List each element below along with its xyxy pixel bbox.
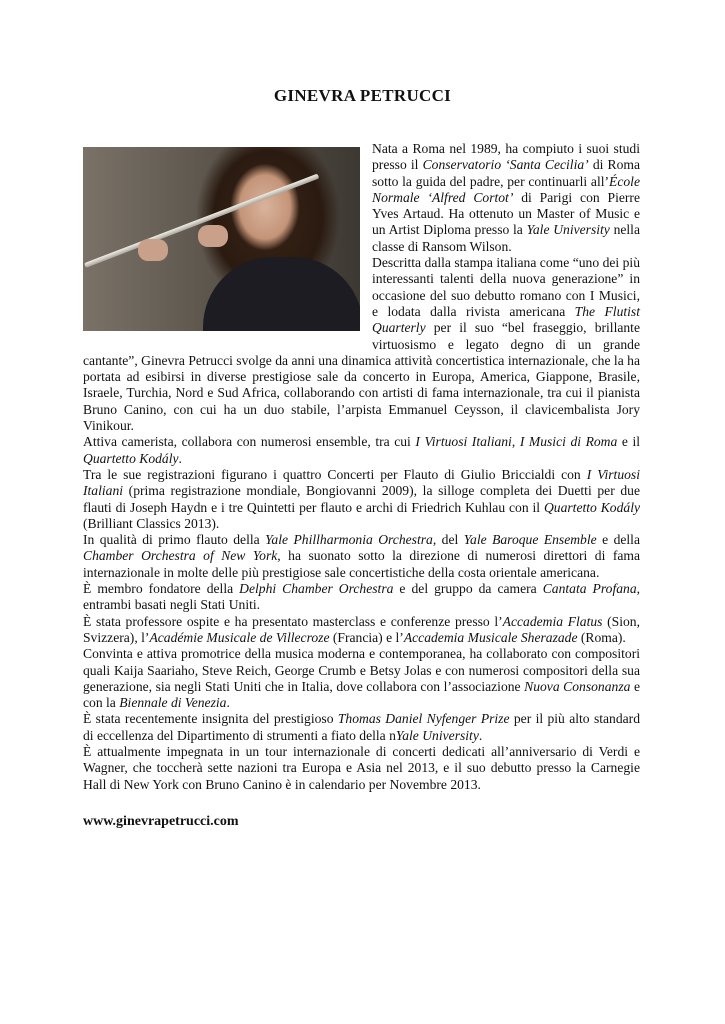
text-run: e della [596, 532, 640, 548]
italic-run: Biennale di Venezia [119, 695, 227, 711]
text-run: (Roma). [577, 629, 626, 645]
text-run: . [178, 450, 182, 466]
italic-run: Yale University [395, 727, 479, 743]
text-run: Descritta dalla stampa italiana come “uno dei più interessanti talenti della nuova generazione” in occasione del suo debutto romano con I Musici, e lodata dalla rivista americana [372, 255, 640, 319]
text-run: e del gruppo da camera [393, 581, 543, 597]
text-run: È attualmente impegnata in un tour internazionale di concerti dedicati all’anniversario di Verdi e Wagner, che toccherà sette nazioni tra Europa e Asia nel 2013, e il suo debutto presso la Carnegie Hall di New York con Bruno Canino è in calendario per Novembre 2013. [83, 743, 640, 792]
page-title: GINEVRA PETRUCCI [273, 86, 452, 105]
text-run: . [478, 727, 483, 743]
bio-paragraph [83, 581, 640, 614]
photo-spacer [83, 141, 372, 337]
website-link[interactable]: www.ginevrapetrucci.com [83, 814, 239, 829]
bio-paragraph [83, 532, 640, 581]
italic-run: Delphi Chamber Orchestra [239, 581, 394, 597]
italic-run: I Musici di Roma [519, 434, 618, 450]
bio-paragraph [83, 614, 640, 647]
text-run: . [226, 695, 230, 711]
text-run: di Roma sotto la guida del padre, per continuarli all’ [372, 157, 641, 189]
italic-run: Thomas Daniel Nyfenger Prize [337, 711, 510, 727]
text-run: (prima registrazione mondiale, Bongiovanni 2009), la silloge completa dei Duetti per due flauti di Joseph Haydn e i tre Quintetti per flauto e archi di Friedrich Kuhlau con il [83, 483, 640, 515]
text-run: per il più alto standard di eccellenza del Dipartimento di strumenti a fiato della n [83, 711, 640, 743]
text-run: Attiva camerista, collabora con numerosi ensemble, tra cui [83, 434, 416, 450]
bio-paragraph [83, 467, 640, 532]
italic-run: I Virtuosi Italiani [415, 434, 512, 450]
italic-run: Académie Musicale de Villecroze [149, 629, 330, 645]
text-run: , ha suonato sotto la direzione di numerosi direttori di fama internazionale in molte delle più prestigiose sale concertistiche della costa orientale americana. [83, 548, 640, 580]
text-run: (Francia) e l’ [329, 629, 404, 645]
text-run: nella classe di Ransom Wilson. [372, 222, 640, 254]
text-run: Tra le sue registrazioni figurano i quattro Concerti per Flauto di Giulio Briccialdi con [83, 466, 587, 482]
text-run: È stata professore ospite e ha presentato masterclass e conferenze presso l’ [83, 613, 503, 629]
text-run: , entrambi basati negli Stati Uniti. [83, 581, 641, 613]
bio-paragraph [83, 646, 640, 711]
biography-text [83, 141, 640, 793]
italic-run: Quartetto Kodály [83, 450, 179, 466]
italic-run: Nuova Consonanza [524, 678, 631, 694]
italic-run: Accademia Musicale Sherazade [403, 629, 578, 645]
bio-paragraph [83, 711, 640, 744]
italic-run: The Flutist Quarterly [372, 303, 640, 336]
bio-paragraph [83, 434, 640, 467]
italic-run: Chamber Orchestra of New York [83, 548, 278, 564]
text-run: e il [617, 434, 640, 450]
text-run: Convinta e attiva promotrice della musica moderna e contemporanea, ha collaborato con compositori quali Kaija Saariaho, Steve Reich, George Crumb e Betsy Jolas e con numerosi compositori della sua generazione, sia negli Stati Uniti che in Italia, dove collabora con l’associazione [83, 646, 640, 694]
text-run: e con la [83, 678, 640, 711]
italic-run: Accademia Flatus [502, 613, 603, 629]
text-run: per il suo “bel fraseggio, brillante virtuosismo e legato degno di un grande cantante”, Ginevra Petrucci svolge da anni una dinamica attività concertistica internazionale, che la ha portata ad esibirsi in diverse prestigiose sale da concerto in Europa, America, Giappone, Brasile, Israele, Turchia, Nord e Sud Africa, collaborando con artisti di fama internazionale, tra cui il pianista Bruno Canino, con cui ha un duo stabile, l’arpista Emmanuel Ceysson, il clavicembalista Jory Vinikour. [83, 320, 640, 434]
text-run: (Brilliant Classics 2013). [83, 515, 220, 531]
text-run: , del [432, 532, 464, 548]
text-run: (Sion, Svizzera), l’ [83, 613, 640, 645]
text-run: È stata recentemente insignita del prestigioso [83, 711, 338, 727]
italic-run: Cantata Profana [542, 581, 637, 597]
italic-run: Yale Phillharmonia Orchestra [265, 532, 433, 548]
italic-run: Conservatorio ‘Santa Cecilia’ [422, 157, 589, 173]
text-run: di Parigi con Pierre Yves Artaud. Ha ottenuto un Master of Music e un Artist Diploma presso la [372, 189, 640, 238]
italic-run: Quartetto Kodály [543, 499, 641, 515]
italic-run: École Normale ‘Alfred Cortot’ [372, 173, 640, 205]
italic-run: Yale University [526, 222, 610, 238]
bio-paragraph [83, 744, 640, 793]
text-run: È membro fondatore della [83, 581, 240, 597]
text-run: Nata a Roma nel 1989, ha compiuto i suoi studi presso il [372, 141, 640, 173]
italic-run: I Virtuosi Italiani [83, 466, 640, 499]
text-run: In qualità di primo flauto della [83, 532, 266, 548]
text-run: , [511, 434, 520, 450]
italic-run: Yale Baroque Ensemble [463, 532, 597, 548]
